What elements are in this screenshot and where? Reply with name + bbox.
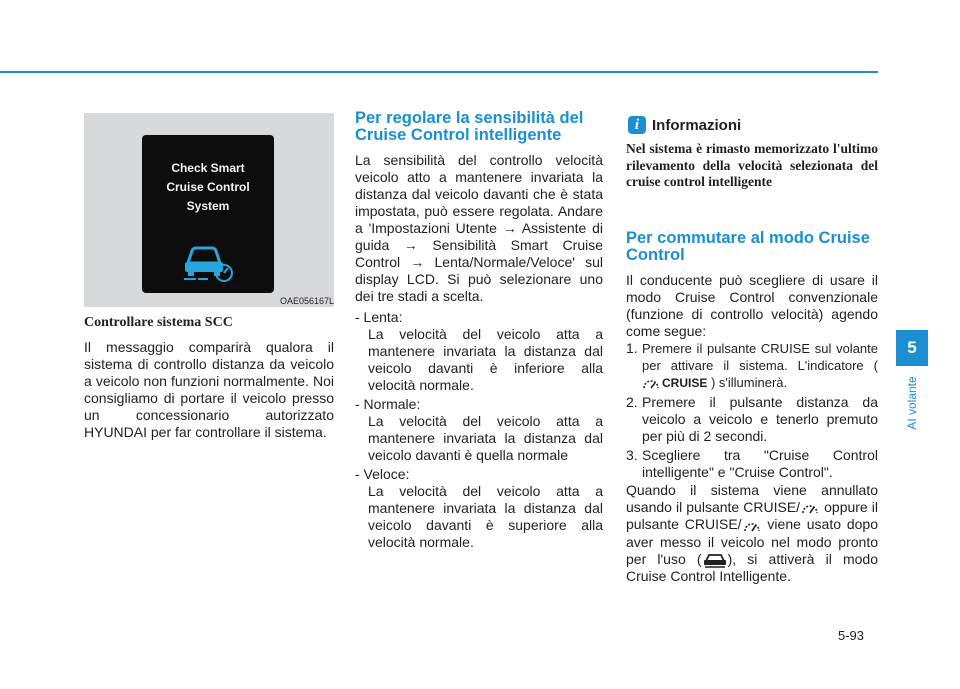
text-part: viene usato dopo aver messo il veicolo nel modo pronto per l'uso ( xyxy=(626,516,879,567)
info-title: Informazioni xyxy=(652,117,742,134)
screen-line-2: Cruise Control xyxy=(166,180,250,194)
cruise-indicator xyxy=(642,375,707,392)
figure-caption: Controllare sistema SCC xyxy=(84,315,233,330)
item-text: La velocità del veicolo atta a mantenere invariata la distanza dal veicolo davanti è quella normale xyxy=(368,413,603,463)
chapter-tab: 5 xyxy=(896,330,928,366)
info-text: Nel sistema è rimasto memorizzato l'ultimo rilevamento della velocità selezionata del cruise control intelligente xyxy=(626,141,878,189)
sensitivity-item-normal xyxy=(355,396,603,464)
cancel-paragraph xyxy=(626,482,878,585)
sensitivity-item-fast xyxy=(355,466,603,551)
warning-figure xyxy=(84,113,334,307)
cruise-indicator-label: CRUISE xyxy=(662,376,708,391)
step-text: Premere il pulsante distanza da veicolo a veicolo e tenerlo premuto per più di 2 secondi. xyxy=(642,394,878,444)
chapter-label xyxy=(900,368,924,438)
step-text-end: ) s'illuminerà. xyxy=(710,375,788,390)
speedometer-icon xyxy=(642,378,660,390)
top-rule xyxy=(0,71,878,73)
step-1 xyxy=(626,340,878,392)
smart-cruise-warning-icon xyxy=(182,243,234,283)
text-part: Quando il sistema viene annullato usando il pulsante CRUISE/ xyxy=(626,482,878,515)
chapter-label-text: AI volante xyxy=(905,376,919,430)
item-text: La velocità del veicolo atta a mantenere invariata la distanza dal veicolo davanti è superiore alla velocità normale. xyxy=(368,483,603,550)
item-text: La velocità del veicolo atta a mantenere invariata la distanza dal veicolo davanti è inferiore alla velocità normale. xyxy=(368,326,603,393)
text-part: ), si attiverà il modo Cruise Control Intelligente. xyxy=(626,550,878,584)
screen-line-3: System xyxy=(186,199,230,213)
figure-code: OAE056167L xyxy=(279,296,334,306)
left-paragraph: Il messaggio comparirà qualora il sistema di controllo distanza da veicolo a veicolo non funzioni normalmente. Noi consigliamo di portare il veicolo presso un concessionario autorizzato HYUNDAI per far controllare il sistema. xyxy=(84,339,334,440)
item-label: - Veloce: xyxy=(355,466,410,482)
switch-mode-heading: Per commutare al modo Cruise Control xyxy=(626,229,870,264)
step-number: 3. xyxy=(626,447,638,463)
speedometer-icon xyxy=(800,500,820,516)
step-number: 1. xyxy=(626,340,638,356)
info-icon: i xyxy=(628,116,646,134)
sensitivity-heading: Per regolare la sensibilità del Cruise Control intelligente xyxy=(355,109,584,144)
page-number: 5-93 xyxy=(838,628,865,643)
item-label: - Normale: xyxy=(355,396,421,412)
cluster-display xyxy=(142,135,274,293)
sensitivity-paragraph: La sensibilità del controllo velocità veicolo atto a mantenere invariata la distanza dal veicolo davanti che è stata impostata, può essere regolata. Andare a 'Impostazioni Utente → Assistente di guida → Sensibilità Smart Cruise Control → Lenta/Normale/Veloce' sul display LCD. Si può selezionare uno dei tre stadi a scelta. xyxy=(355,152,603,304)
sensitivity-item-slow xyxy=(355,309,603,394)
step-number: 2. xyxy=(626,394,638,410)
step-3 xyxy=(626,447,878,481)
switch-mode-paragraph: Il conducente può scegliere di usare il modo Cruise Control convenzionale (funzione di controllo velocità) agendo come segue: xyxy=(626,272,878,339)
speedometer-icon xyxy=(742,518,762,534)
step-text: Premere il pulsante CRUISE sul volante per attivare il sistema. L'indicatore ( xyxy=(642,341,878,373)
text-part: oppure il pulsante CRUISE/ xyxy=(626,499,878,533)
step-2 xyxy=(626,394,878,445)
car-ready-icon xyxy=(702,552,728,568)
step-text: Scegliere tra "Cruise Control intelligente" e "Cruise Control". xyxy=(642,447,878,480)
screen-line-1: Check Smart xyxy=(171,161,245,175)
item-label: - Lenta: xyxy=(355,309,403,325)
